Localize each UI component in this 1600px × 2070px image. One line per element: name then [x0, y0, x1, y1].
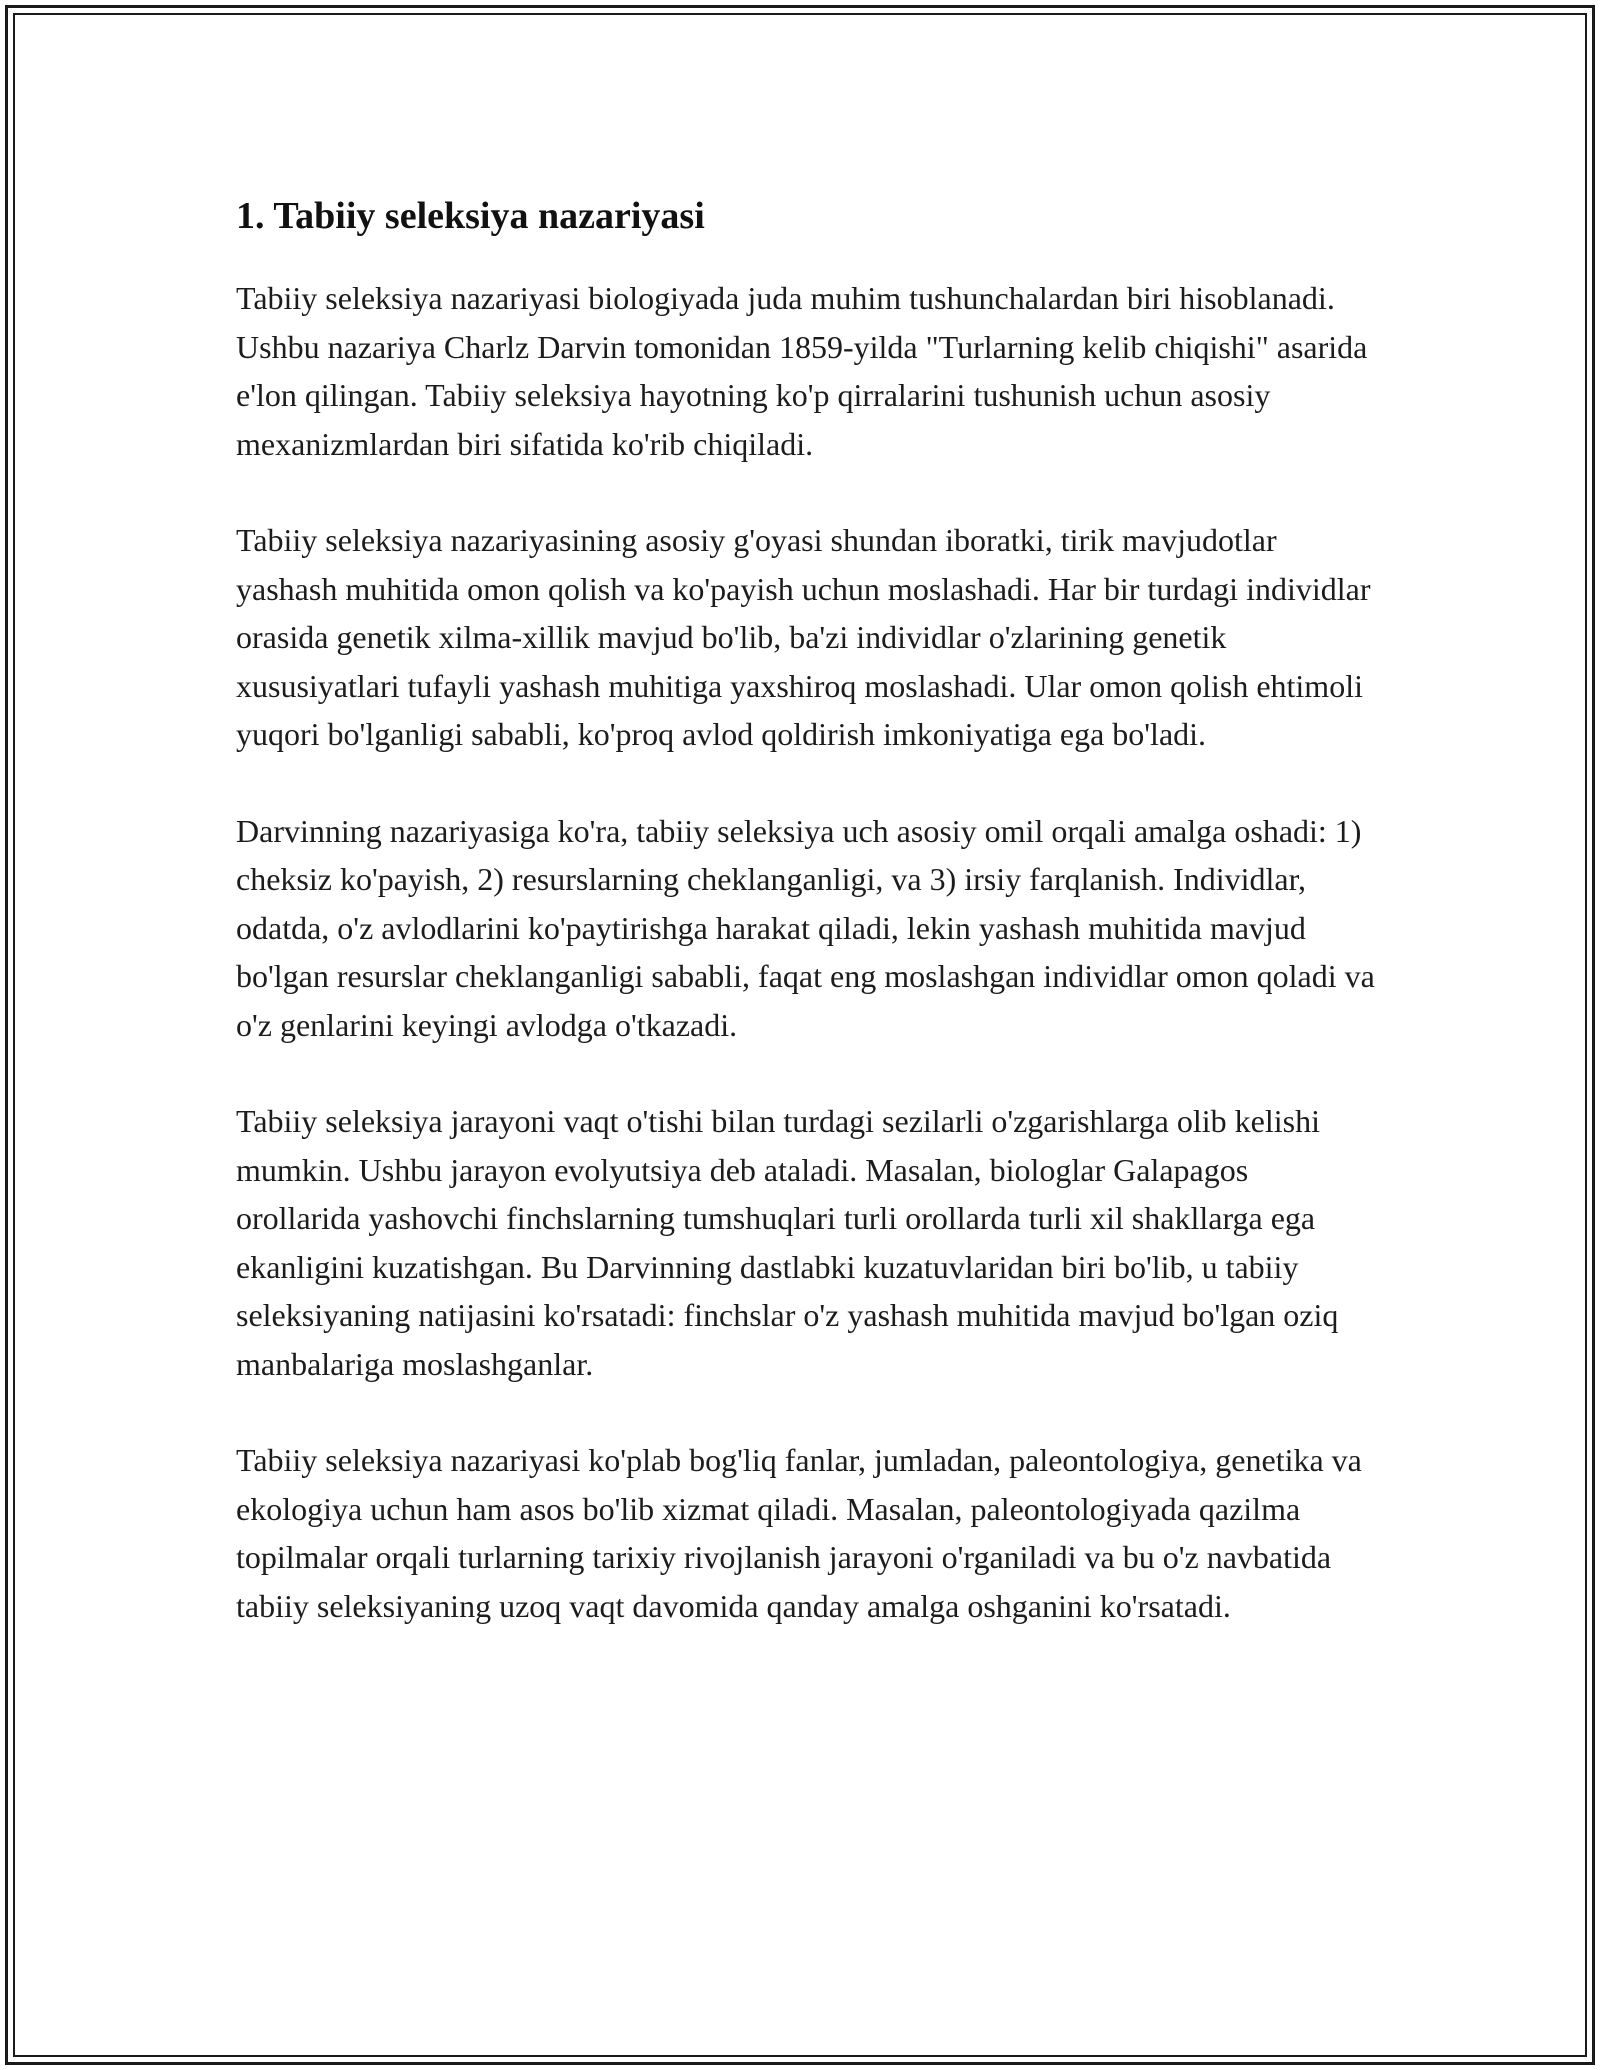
paragraph-5: Tabiiy seleksiya nazariyasi ko'plab bog'liq fanlar, jumladan, paleontologiya, genetika va ekologiya uchun ham asos bo'lib xizmat qiladi. Masalan, paleontologiyada qazilma topilmalar orqali turlarning tarixiy rivojlanish jarayoni o'rganiladi va bu o'z navbatida tabiiy seleksiyaning uzoq vaqt davomida qanday amalga oshganini ko'rsatadi.: [236, 1442, 1362, 1624]
paragraph-4: Tabiiy seleksiya jarayoni vaqt o'tishi bilan turdagi sezilarli o'zgarishlarga olib kelishi mumkin. Ushbu jarayon evolyutsiya deb ataladi. Masalan, biologlar Galapagos orollarida yashovchi finchslarning tumshuqlari turli orollarda turli xil shakllarga ega ekanligini kuzatishgan. Bu Darvinning dastlabki kuzatuvlaridan biri bo'lib, u tabiiy seleksiyaning natijasini ko'rsatadi: finchslar o'z yashash muhitida mavjud bo'lgan oziq manbalariga moslashganlar.: [236, 1103, 1339, 1382]
paragraph-2: Tabiiy seleksiya nazariyasining asosiy g'oyasi shundan iboratki, tirik mavjudotlar yashash muhitida omon qolish va ko'payish uchun moslashadi. Har bir turdagi individlar orasida genetik xilma-xillik mavjud bo'lib, ba'zi individlar o'zlarining genetik xususiyatlari tufayli yashash muhitiga yaxshiroq moslashadi. Ular omon qolish ehtimoli yuqori bo'lganligi sababli, ko'proq avlod qoldirish imkoniyatiga ega bo'ladi.: [236, 522, 1371, 752]
paragraph-3: Darvinning nazariyasiga ko'ra, tabiiy seleksiya uch asosiy omil orqali amalga oshadi: 1) cheksiz ko'payish, 2) resurslarning cheklanganligi, va 3) irsiy farqlanish. Individlar, odatda, o'z avlodlarini ko'paytirishga harakat qiladi, lekin yashash muhitida mavjud bo'lgan resurslar cheklanganligi sababli, faqat eng moslashgan individlar omon qoladi va o'z genlarini keyingi avlodga o'tkazadi.: [236, 812, 1375, 1043]
section-title: 1. Tabiiy seleksiya nazariyasi: [236, 195, 705, 237]
document-body: [236, 188, 1376, 1630]
paragraph-1: Tabiiy seleksiya nazariyasi biologiyada juda muhim tushunchalardan biri hisoblanadi. Ushbu nazariya Charlz Darvin tomonidan 1859-yilda "Turlarning kelib chiqishi" asarida e'lon qilingan. Tabiiy seleksiya hayotning ko'p qirralarini tushunish uchun asosiy mexanizmlardan biri sifatida ko'rib chiqiladi.: [236, 280, 1368, 462]
